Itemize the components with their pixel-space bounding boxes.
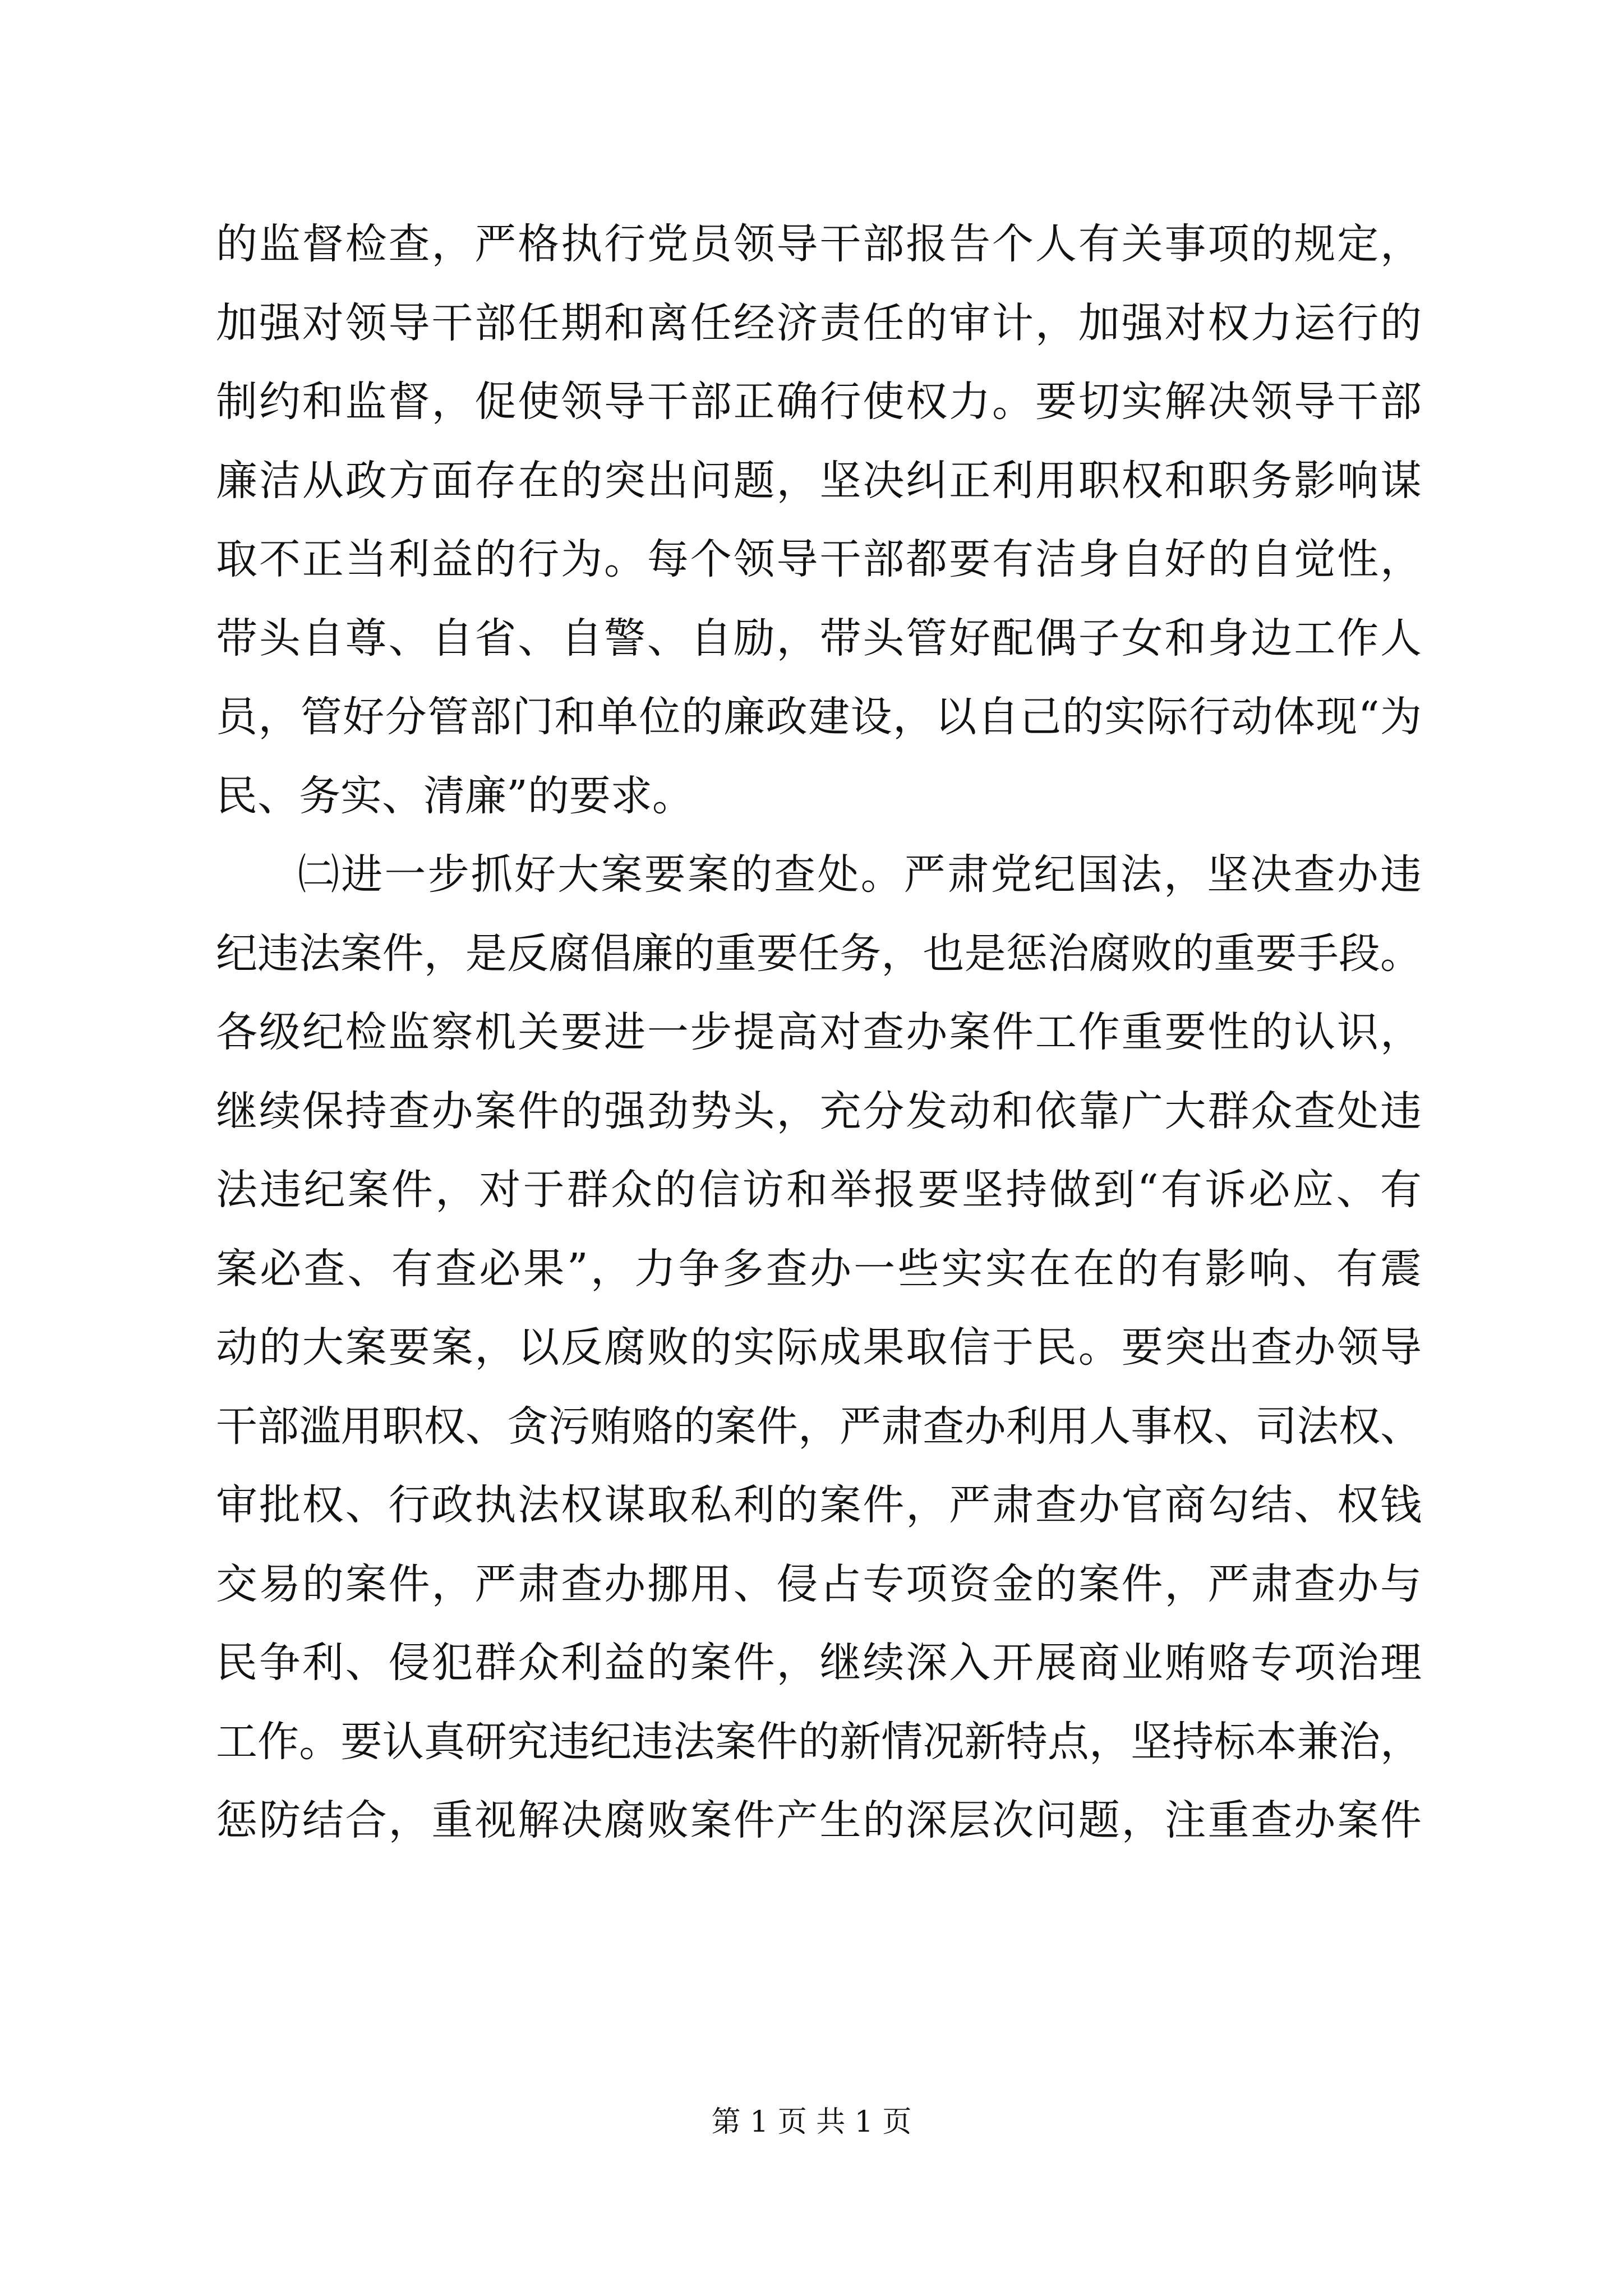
text-line: 工作。要认真研究违纪违法案件的新情况新特点，坚持标本兼治， [216, 1717, 1422, 1766]
text-line: 纪违法案件，是反腐倡廉的重要任务，也是惩治腐败的重要手段。 [216, 929, 1422, 978]
document-body [216, 205, 1422, 1860]
page-footer: 第 1 页 共 1 页 [711, 2105, 912, 2139]
text-line: 继续保持查办案件的强劲势头，充分发动和依靠广大群众查处违 [216, 1087, 1422, 1135]
paragraph-start-line: ㈡进一步抓好大案要案的查处。严肃党纪国法，坚决查办违 [298, 850, 1422, 899]
text-line: 各级纪检监察机关要进一步提高对查办案件工作重要性的认识， [216, 1008, 1422, 1056]
text-line: 民争利、侵犯群众利益的案件，继续深入开展商业贿赂专项治理 [216, 1639, 1422, 1687]
text-line: 的监督检查，严格执行党员领导干部报告个人有关事项的规定， [216, 220, 1422, 268]
text-line: 动的大案要案，以反腐败的实际成果取信于民。要突出查办领导 [216, 1323, 1422, 1372]
text-line: 法违纪案件，对于群众的信访和举报要坚持做到“有诉必应、有 [216, 1166, 1422, 1214]
text-line: 交易的案件，严肃查办挪用、侵占专项资金的案件，严肃查办与 [216, 1559, 1422, 1608]
text-line: 取不正当利益的行为。每个领导干部都要有洁身自好的自觉性， [216, 535, 1422, 583]
text-line: 加强对领导干部任期和离任经济责任的审计，加强对权力运行的 [216, 298, 1422, 347]
text-line: 带头自尊、自省、自警、自励，带头管好配偶子女和身边工作人 [216, 614, 1422, 662]
text-line: 廉洁从政方面存在的突出问题，坚决纠正利用职权和职务影响谋 [216, 456, 1422, 505]
text-line: 民、务实、清廉”的要求。 [216, 771, 694, 820]
text-line: 制约和监督，促使领导干部正确行使权力。要切实解决领导干部 [216, 378, 1422, 426]
text-line: 审批权、行政执法权谋取私利的案件，严肃查办官商勾结、权钱 [216, 1481, 1422, 1529]
text-line: 案必查、有查必果”，力争多查办一些实实在在的有影响、有震 [216, 1244, 1422, 1293]
text-line: 惩防结合，重视解决腐败案件产生的深层次问题，注重查办案件 [216, 1796, 1422, 1844]
text-line: 员，管好分管部门和单位的廉政建设，以自己的实际行动体现“为 [216, 693, 1422, 741]
text-line: 干部滥用职权、贪污贿赂的案件，严肃查办利用人事权、司法权、 [216, 1402, 1422, 1451]
